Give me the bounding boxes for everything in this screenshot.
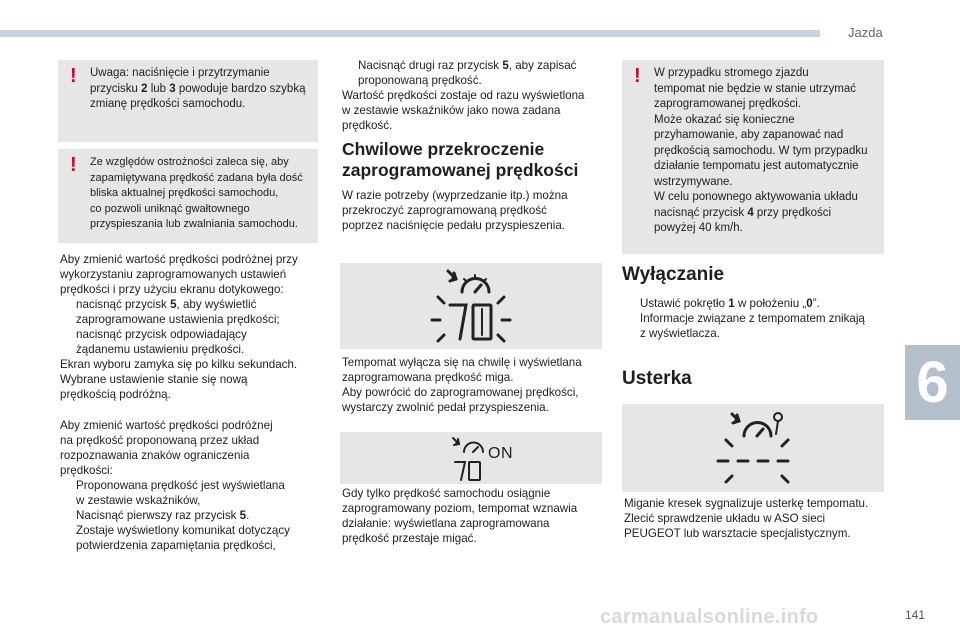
heading-fault: Usterka — [622, 368, 692, 389]
heading-off: Wyłączanie — [622, 264, 725, 285]
list-item: Nacisnąć pierwszy raz przycisk 5. Zostaje wyświetlony komunikat dotyczący potwierdzenia zapamiętania prędkości, — [76, 509, 290, 552]
paragraph-exceed: W razie potrzeby (wyprzedzanie itp.) można przekroczyć zaprogramowaną prędkość poprzez naciśnięcie pedału przyspieszenia. — [342, 189, 568, 232]
caption-resume: Gdy tylko prędkość samochodu osiągnie zaprogramowany poziom, tempomat wznawia działanie: wyświetlana zaprogramowana prędkość przestaje migać. — [342, 487, 578, 545]
cruise-display-flashing-icon — [340, 263, 602, 349]
heading-temporary-exceed: Chwilowe przekroczenie zaprogramowanej prędkości — [342, 139, 579, 180]
section-title: Jazda — [848, 25, 883, 40]
on-label: ON — [488, 445, 513, 462]
watermark: carmanualsonline.info — [600, 606, 819, 628]
paragraph-save-speed: Nacisnąć drugi raz przycisk 5, aby zapisać proponowaną prędkość. Wartość prędkości zostaje od razu wyświetlona w zestawie wskaźników jako nowa zadana prędkość. — [342, 58, 604, 133]
page-number: 141 — [905, 608, 926, 622]
list-item: nacisnąć przycisk odpowiadający żądanemu ustawieniu prędkości. — [76, 328, 247, 356]
list-item: Proponowana prędkość jest wyświetlana w zestawie wskaźników, — [76, 479, 285, 507]
chapter-tab: 6 — [905, 345, 960, 420]
caption-flashing: Tempomat wyłącza się na chwilę i wyświetlana zaprogramowana prędkość miga. Aby powrócić do zaprogramowanej prędkości, wystarczy zwolnić pedał przyspieszenia. — [342, 356, 582, 414]
warning-note-1: ! Uwaga: naciśnięcie i przytrzymanie przycisku 2 lub 3 powoduje bardzo szybką zmianę prędkości samochodu. — [58, 60, 318, 142]
warning-icon: ! — [70, 65, 77, 87]
caption-fault: Miganie kresek sygnalizuje usterkę tempomatu. Zlecić sprawdzenie układu w ASO sieci PEUGEOT lub warsztacie specjalistycznym. — [624, 497, 869, 540]
cruise-display-on-icon — [340, 432, 602, 484]
warning-note-2: ! Ze względów ostrożności zaleca się, aby zapamiętywana prędkość zadana była dość bliska aktualnej prędkości samochodu, co pozwoli uniknąć gwałtownego przyspieszania lub zwalniania samochodu. — [58, 149, 318, 243]
top-accent-bar — [0, 30, 820, 37]
display-panel-flashing — [340, 263, 602, 349]
list-item: nacisnąć przycisk 5, aby wyświetlić zaprogramowane ustawienia prędkości; — [76, 298, 280, 326]
cruise-fault-display-icon — [622, 404, 884, 492]
warning-icon: ! — [70, 154, 77, 176]
display-panel-on — [340, 432, 602, 484]
paragraph-off — [624, 296, 886, 341]
warning-icon: ! — [634, 65, 641, 87]
paragraph-sign-recognition: Aby zmienić wartość prędkości podróżnej na prędkość proponowaną przez układ rozpoznawania znaków ograniczenia prędkości: Proponowana prędkość jest wyświetlana w zestawie wskaźników, Nacisnąć pierwszy raz przycisk 5. Zostaje wyświetlony komunikat dotyczący potwierdzenia zapamiętania prędkości, — [60, 418, 322, 553]
display-panel-fault — [622, 404, 884, 492]
warning-note-3: ! W przypadku stromego zjazdu tempomat nie będzie w stanie utrzymać zaprogramowanej prędkości. Może okazać się konieczne przyhamowanie, aby zapanować nad prędkością samochodu. W tym przypadku działanie tempomatu jest automatycznie wstrzymywane. W celu ponownego aktywowania układu nacisnąć przycisk 4 przy prędkości powyżej 40 km/h. — [622, 60, 884, 254]
list-item: Nacisnąć drugi raz przycisk 5, aby zapisać proponowaną prędkość. — [358, 59, 577, 87]
paragraph-touchscreen: Aby zmienić wartość prędkości podróżnej przy wykorzystaniu zaprogramowanych ustawień prędkości i przy użyciu ekranu dotykowego: nacisnąć przycisk 5, aby wyświetlić zaprogramowane ustawienia prędkości; nacisnąć przycisk odpowiadający żądanemu ustawieniu prędkości. Ekran wyboru zamyka się po kilku sekundach. Wybrane ustawienie stanie się nową prędkością podróżną. — [60, 252, 322, 402]
list-item: Ustawić pokrętło 1 w położeniu „0”. Informacje związane z tempomatem znikają z wyświetlacza. — [640, 297, 865, 340]
